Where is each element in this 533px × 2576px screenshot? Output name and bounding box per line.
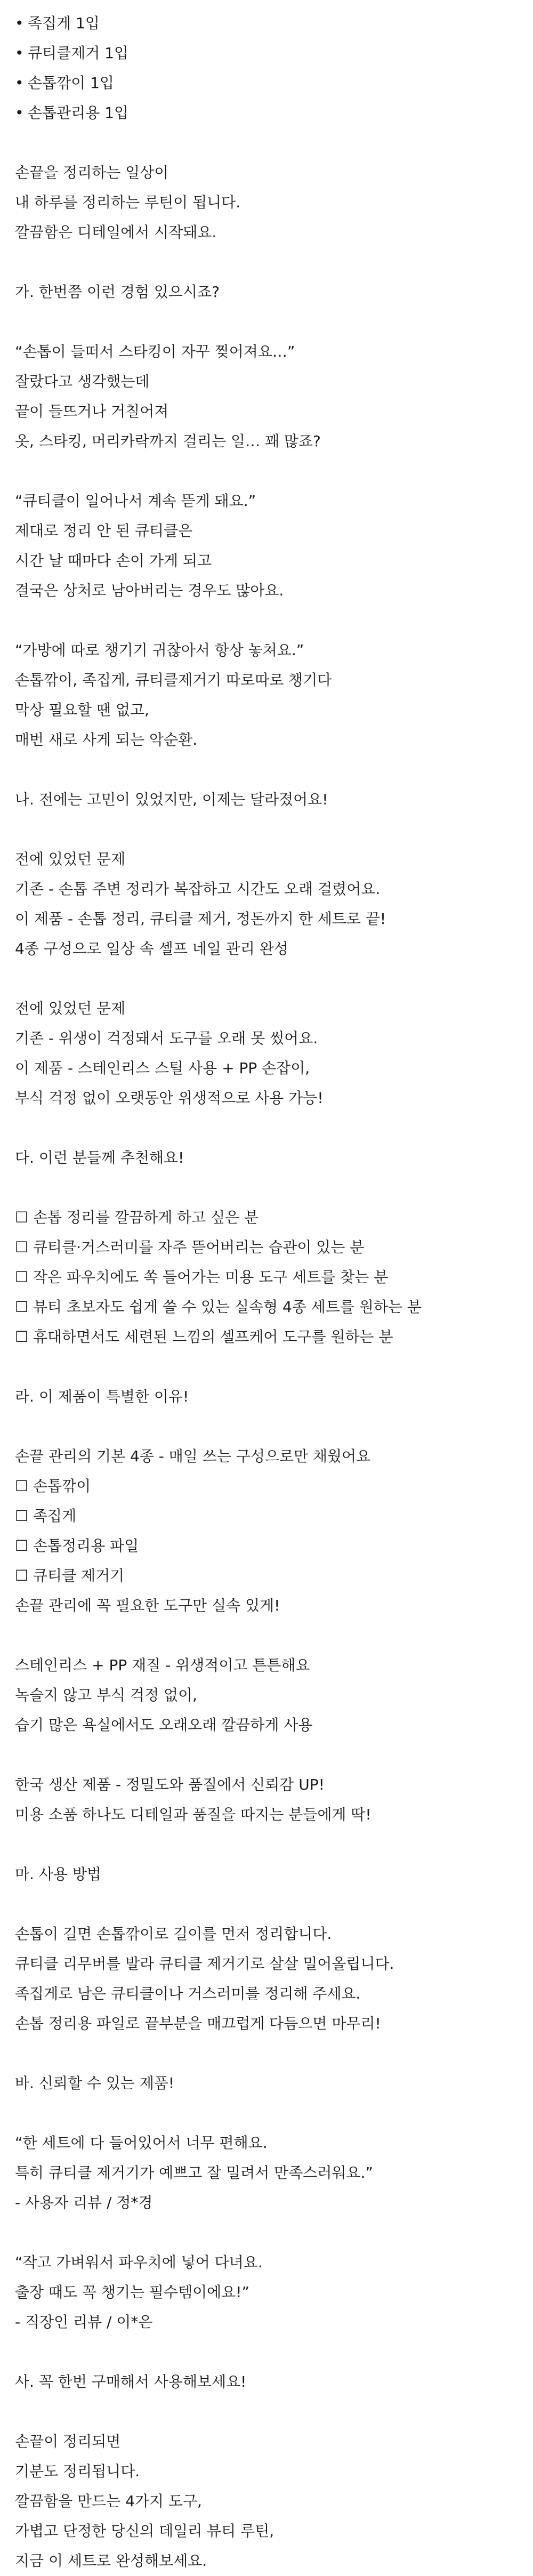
review-text: “한 세트에 다 들어있어서 너무 편해요.	[15, 2134, 268, 2152]
body-text: 한국 생산 제품 - 정밀도와 품질에서 신뢰감 UP!	[15, 1776, 325, 1793]
section-heading: 다. 이런 분들께 추천해요!	[15, 1149, 184, 1166]
closing-text: 가볍고 단정한 당신의 데일리 뷰티 루틴,	[15, 2522, 274, 2540]
body-text: 막상 필요할 땐 없고,	[15, 701, 149, 719]
body-text: 기존 - 손톱 주변 정리가 복잡하고 시간도 오래 걸렸어요.	[15, 880, 381, 898]
section-heading: 가. 한번쯤 이런 경험 있으시죠?	[15, 283, 220, 301]
body-text: 끝이 들뜨거나 거칠어져	[15, 402, 169, 420]
tool-item: ☐ 손톱깎이	[15, 1477, 91, 1495]
body-text: 습기 많은 욕실에서도 오래오래 깔끔하게 사용	[15, 1716, 313, 1734]
usage-step: 큐티클 리무버를 발라 큐티클 제거기로 살살 밀어올립니다.	[15, 1955, 394, 1973]
section-heading: 바. 신뢰할 수 있는 제품!	[15, 2074, 175, 2092]
body-text: 이 제품 - 손톱 정리, 큐티클 제거, 정돈까지 한 세트로 끝!	[15, 910, 386, 928]
recommend-item: ☐ 작은 파우치에도 쏙 들어가는 미용 도구 세트를 찾는 분	[15, 1268, 389, 1286]
review-author: - 사용자 리뷰 / 정*경	[15, 2194, 153, 2211]
body-text: 전에 있었던 문제	[15, 850, 126, 868]
body-text: 미용 소품 하나도 디테일과 품질을 따지는 분들에게 딱!	[15, 1806, 372, 1823]
review-author: - 직장인 리뷰 / 이*은	[15, 2313, 153, 2331]
body-text: 녹슬지 않고 부식 걱정 없이,	[15, 1686, 198, 1704]
body-text: 4종 구성으로 일상 속 셀프 네일 관리 완성	[15, 940, 288, 957]
body-text: 시간 날 때마다 손이 가게 되고	[15, 552, 212, 569]
review-text: 출장 때도 꼭 챙기는 필수템이에요!”	[15, 2283, 250, 2301]
quote-text: “큐티클이 일어나서 계속 뜯게 돼요.”	[15, 492, 256, 510]
quote-text: “가방에 따로 챙기기 귀찮아서 항상 놓쳐요.”	[15, 641, 304, 659]
closing-text: 기분도 정리됩니다.	[15, 2462, 140, 2480]
body-text: 손끝 관리에 꼭 필요한 도구만 실속 있게!	[15, 1597, 280, 1614]
usage-step: 족집게로 남은 큐티클이나 거스러미를 정리해 주세요.	[15, 1985, 361, 2002]
review-text: “작고 가벼워서 파우치에 넣어 다녀요.	[15, 2253, 263, 2271]
body-text: 결국은 상처로 남아버리는 경우도 많아요.	[15, 582, 284, 599]
list-item: • 손톱깎이 1입	[15, 68, 533, 98]
recommend-item: ☐ 뷰티 초보자도 쉽게 쓸 수 있는 실속형 4종 세트를 원하는 분	[15, 1298, 422, 1316]
body-text: 부식 걱정 없이 오랫동안 위생적으로 사용 가능!	[15, 1089, 324, 1107]
list-item: • 큐티클제거 1입	[15, 38, 533, 68]
body-text: 전에 있었던 문제	[15, 1000, 126, 1017]
section-heading: 마. 사용 방법	[15, 1865, 101, 1883]
recommend-item: ☐ 큐티클·거스러미를 자주 뜯어버리는 습관이 있는 분	[15, 1238, 365, 1256]
section-heading: 나. 전에는 고민이 있었지만, 이제는 달라졌어요!	[15, 791, 328, 808]
section-heading: 라. 이 제품이 특별한 이유!	[15, 1388, 189, 1405]
tool-item: ☐ 큐티클 제거기	[15, 1567, 125, 1584]
set-contents-list	[15, 9, 533, 128]
usage-step: 손톱 정리용 파일로 끝부분을 매끄럽게 다듬으면 마무리!	[15, 2015, 381, 2032]
tool-item: ☐ 손톱정리용 파일	[15, 1537, 139, 1555]
recommend-item: ☐ 휴대하면서도 세련된 느낌의 셀프케어 도구를 원하는 분	[15, 1328, 393, 1346]
body-text: 제대로 정리 안 된 큐티클은	[15, 522, 193, 540]
recommend-item: ☐ 손톱 정리를 깔끔하게 하고 싶은 분	[15, 1209, 259, 1226]
body-text: 손끝 관리의 기본 4종 - 매일 쓰는 구성으로만 채웠어요	[15, 1447, 371, 1465]
body-text: 옷, 스타킹, 머리카락까지 걸리는 일… 꽤 많죠?	[15, 432, 321, 450]
body-text: 기존 - 위생이 걱정돼서 도구를 오래 못 썼어요.	[15, 1029, 318, 1047]
body-text: 잘랐다고 생각했는데	[15, 373, 150, 390]
usage-step: 손톱이 길면 손톱깎이로 길이를 먼저 정리합니다.	[15, 1925, 332, 1943]
section-heading: 사. 꼭 한번 구매해서 사용해보세요!	[15, 2373, 247, 2390]
body-text: 매번 새로 사게 되는 악순환.	[15, 731, 198, 748]
closing-text: 깔끔함을 만드는 4가지 도구,	[15, 2492, 202, 2510]
quote-text: “손톱이 들떠서 스타킹이 자꾸 찢어져요…”	[15, 343, 295, 360]
tool-item: ☐ 족집게	[15, 1507, 77, 1525]
intro-text: 깔끔함은 디테일에서 시작돼요.	[15, 223, 217, 241]
list-item: • 족집게 1입	[15, 9, 533, 38]
intro-text: 내 하루를 정리하는 루틴이 됩니다.	[15, 194, 241, 211]
body-text: 이 제품 - 스테인리스 스틸 사용 + PP 손잡이,	[15, 1059, 310, 1077]
body-text: 스테인리스 + PP 재질 - 위생적이고 튼튼해요	[15, 1656, 310, 1674]
review-text: 특히 큐티클 제거기가 예쁘고 잘 밀려서 만족스러워요.”	[15, 2164, 373, 2181]
intro-text: 손끝을 정리하는 일상이	[15, 164, 169, 181]
closing-text: 손끝이 정리되면	[15, 2433, 121, 2450]
closing-text: 지금 이 세트로 완성해보세요.	[15, 2552, 207, 2570]
body-text: 손톱깎이, 족집게, 큐티클제거기 따로따로 챙기다	[15, 671, 332, 689]
list-item: • 손톱관리용 1입	[15, 98, 533, 128]
